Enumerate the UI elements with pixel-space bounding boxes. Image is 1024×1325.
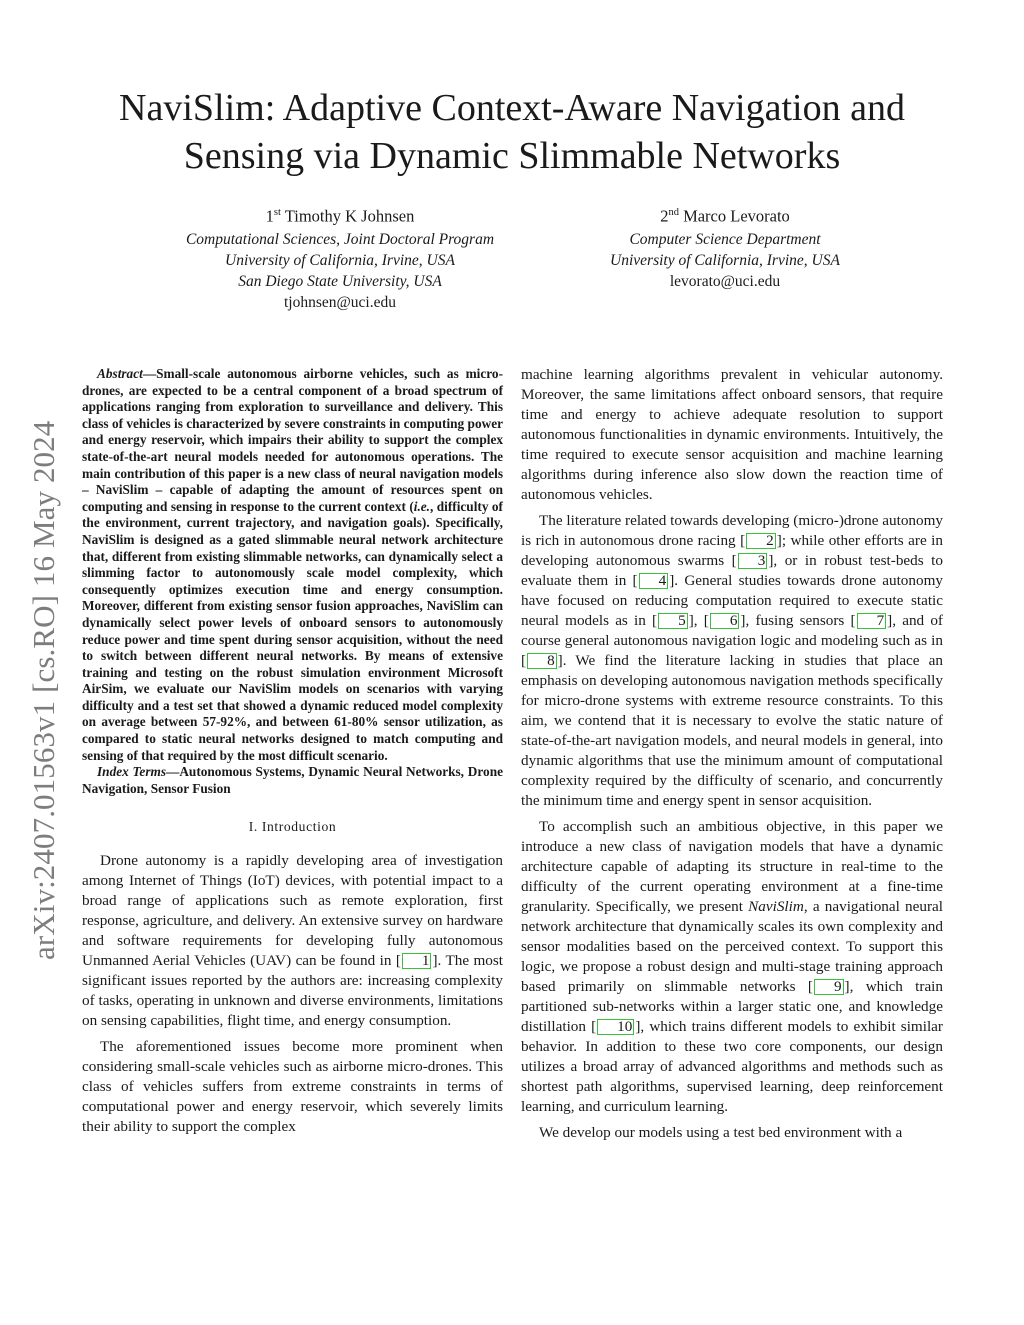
author-email: levorato@uci.edu bbox=[669, 272, 781, 290]
left-column bbox=[82, 366, 503, 1143]
citation-link[interactable]: 7 bbox=[857, 613, 887, 629]
intro-paragraph-1: Drone autonomy is a rapidly developing area of investigation among Internet of Things (IoT) devices, with potential impact to a broad range of applications such as remote exploration, first response, agriculture, and delivery. An extensive survey on hardware and software requirements for developing fully autonomous Unmanned Aerial Vehicles (UAV) can be found in [ 1 ]. The most significant issues reported by the authors are: increasing complexity of tasks, operating in unknown and diverse environments, limitations on sensing capabilities, flight time, and energy consumption. bbox=[82, 852, 503, 1030]
author-email: tjohnsen@uci.edu bbox=[284, 293, 396, 311]
affiliation-line: University of California, Irvine, USA bbox=[610, 251, 840, 269]
citation-link[interactable]: 1 bbox=[402, 953, 432, 969]
right-column bbox=[521, 365, 943, 1149]
affiliation-line: San Diego State University, USA bbox=[238, 272, 442, 290]
citation-link[interactable]: 8 bbox=[527, 653, 557, 669]
author-name: 2nd Marco Levorato bbox=[660, 206, 790, 226]
citation-link[interactable]: 10 bbox=[597, 1019, 634, 1035]
intro-paragraph-4: The literature related towards developing (micro-)drone autonomy is rich in autonomous drone racing [ 2 ]; while other efforts are in developing autonomous swarms [ 3 ], or in robust test-beds to evaluate them in [ 4 ]. General studies towards drone autonomy have focused on reducing computation required to execute static neural models as in [ 5 ], [ 6 ], fusing sensors [ 7 ], and of course general autonomous navigation logic and modeling such as in [ 8 ]. We find the literature lacking in studies that place an emphasis on developing autonomous navigation methods specifically for micro-drone systems with extreme resource constraints. To this aim, we contend that it is necessary to evolve the static nature of state-of-the-art navigation models, and neural models in general, into dynamic algorithms that use the minimum amount of computational complexity required by the difficulty of scenario, and concurrently the minimum time and energy spent in sensor acquisition. bbox=[521, 512, 944, 809]
affiliation-line: University of California, Irvine, USA bbox=[225, 251, 455, 269]
citation-link[interactable]: 4 bbox=[639, 573, 669, 589]
author-name: 1st Timothy K Johnsen bbox=[265, 206, 415, 226]
abstract: Abstract—Small-scale autonomous airborne vehicles, such as micro-drones, are expected to be a central component of a broad spectrum of applications ranging from exploration to surveillance and delivery. This class of vehicles is characterized by severe constraints in computing power and energy reservoir, which impairs their ability to support the complex state-of-the-art neural models needed for autonomous operations. The main contribution of this paper is a new class of neural navigation models – NaviSlim – capable of adapting the amount of resources spent on computing and sensing in response to the current context (i.e., difficulty of the environment, current trajectory, and navigation goals). Specifically, NaviSlim is designed as a gated slimmable neural network architecture that, different from existing slimmable networks, can dynamically select a slimming factor to autonomously scale model complexity, which consequently optimizes execution time and energy consumption. Moreover, different from existing sensor fusion approaches, NaviSlim can dynamically select power levels of onboard sensors to autonomously reduce power and time spent during sensor acquisition, without the need to switch between different neural networks. By means of extensive training and testing on the robust simulation environment Microsoft AirSim, we evaluate our NaviSlim models on scenarios with varying difficulty and a test set that showed a dynamic reduced model complexity on average between 57-92%, and between 61-80% sensor utilization, as compared to static neural networks designed to match computing and sensing of that required by the most difficult scenario. bbox=[82, 366, 503, 763]
author-block-2 bbox=[560, 202, 890, 292]
section-heading-introduction: I. Introduction bbox=[248, 819, 337, 835]
intro-paragraph-6: We develop our models using a test bed environment with a bbox=[539, 1124, 903, 1141]
intro-paragraph-2: The aforementioned issues become more prominent when considering small-scale vehicles such as airborne micro-drones. This class of vehicles suffers from extreme constraints in terms of computational power and energy reservoir, which severely limits their ability to support the complex bbox=[82, 1038, 503, 1136]
affiliation-line: Computational Sciences, Joint Doctoral Program bbox=[185, 230, 495, 248]
citation-link[interactable]: 3 bbox=[738, 553, 768, 569]
arxiv-identifier: arXiv:2407.01563v1 [cs.RO] 16 May 2024 bbox=[26, 420, 61, 960]
author-block-1 bbox=[150, 202, 530, 313]
citation-link[interactable]: 6 bbox=[710, 613, 740, 629]
intro-paragraph-3: machine learning algorithms prevalent in vehicular autonomy. Moreover, the same limitations affect onboard sensors, that require time and energy to achieve adequate resolution to support autonomous functionalities in dynamic environments. Intuitively, the time required to execute sensor acquisition and machine learning algorithms during inference also slow down the reaction time of autonomous vehicles. bbox=[521, 366, 943, 503]
citation-link[interactable]: 5 bbox=[658, 613, 688, 629]
index-terms: Index Terms—Autonomous Systems, Dynamic Neural Networks, Drone Navigation, Sensor Fusion bbox=[82, 764, 503, 796]
paper-title: NaviSlim: Adaptive Context-Aware Navigation and Sensing via Dynamic Slimmable Networks bbox=[119, 87, 905, 177]
citation-link[interactable]: 2 bbox=[746, 533, 776, 549]
intro-paragraph-5: To accomplish such an ambitious objective, in this paper we introduce a new class of navigation models that have a dynamic architecture capable of adapting its structure in real-time to the difficulty of the current operating environment at a fine-time granularity. Specifically, we present NaviSlim, a navigational neural network architecture that dynamically scales its own complexity and sensor modalities based on the perceived context. To support this logic, we propose a robust design and multi-stage training approach based primarily on slimmable networks [ 9 ], which train partitioned sub-networks within a larger static one, and knowledge distillation [ 10 ], which trains different models to exhibit similar behavior. In addition to these two core components, our design utilizes a broad array of advanced algorithms and methods such as shortest path algorithms, supervised learning, deep reinforcement learning, and curriculum learning. bbox=[521, 818, 943, 1115]
citation-link[interactable]: 9 bbox=[814, 979, 844, 995]
affiliation-line: Computer Science Department bbox=[629, 230, 821, 248]
